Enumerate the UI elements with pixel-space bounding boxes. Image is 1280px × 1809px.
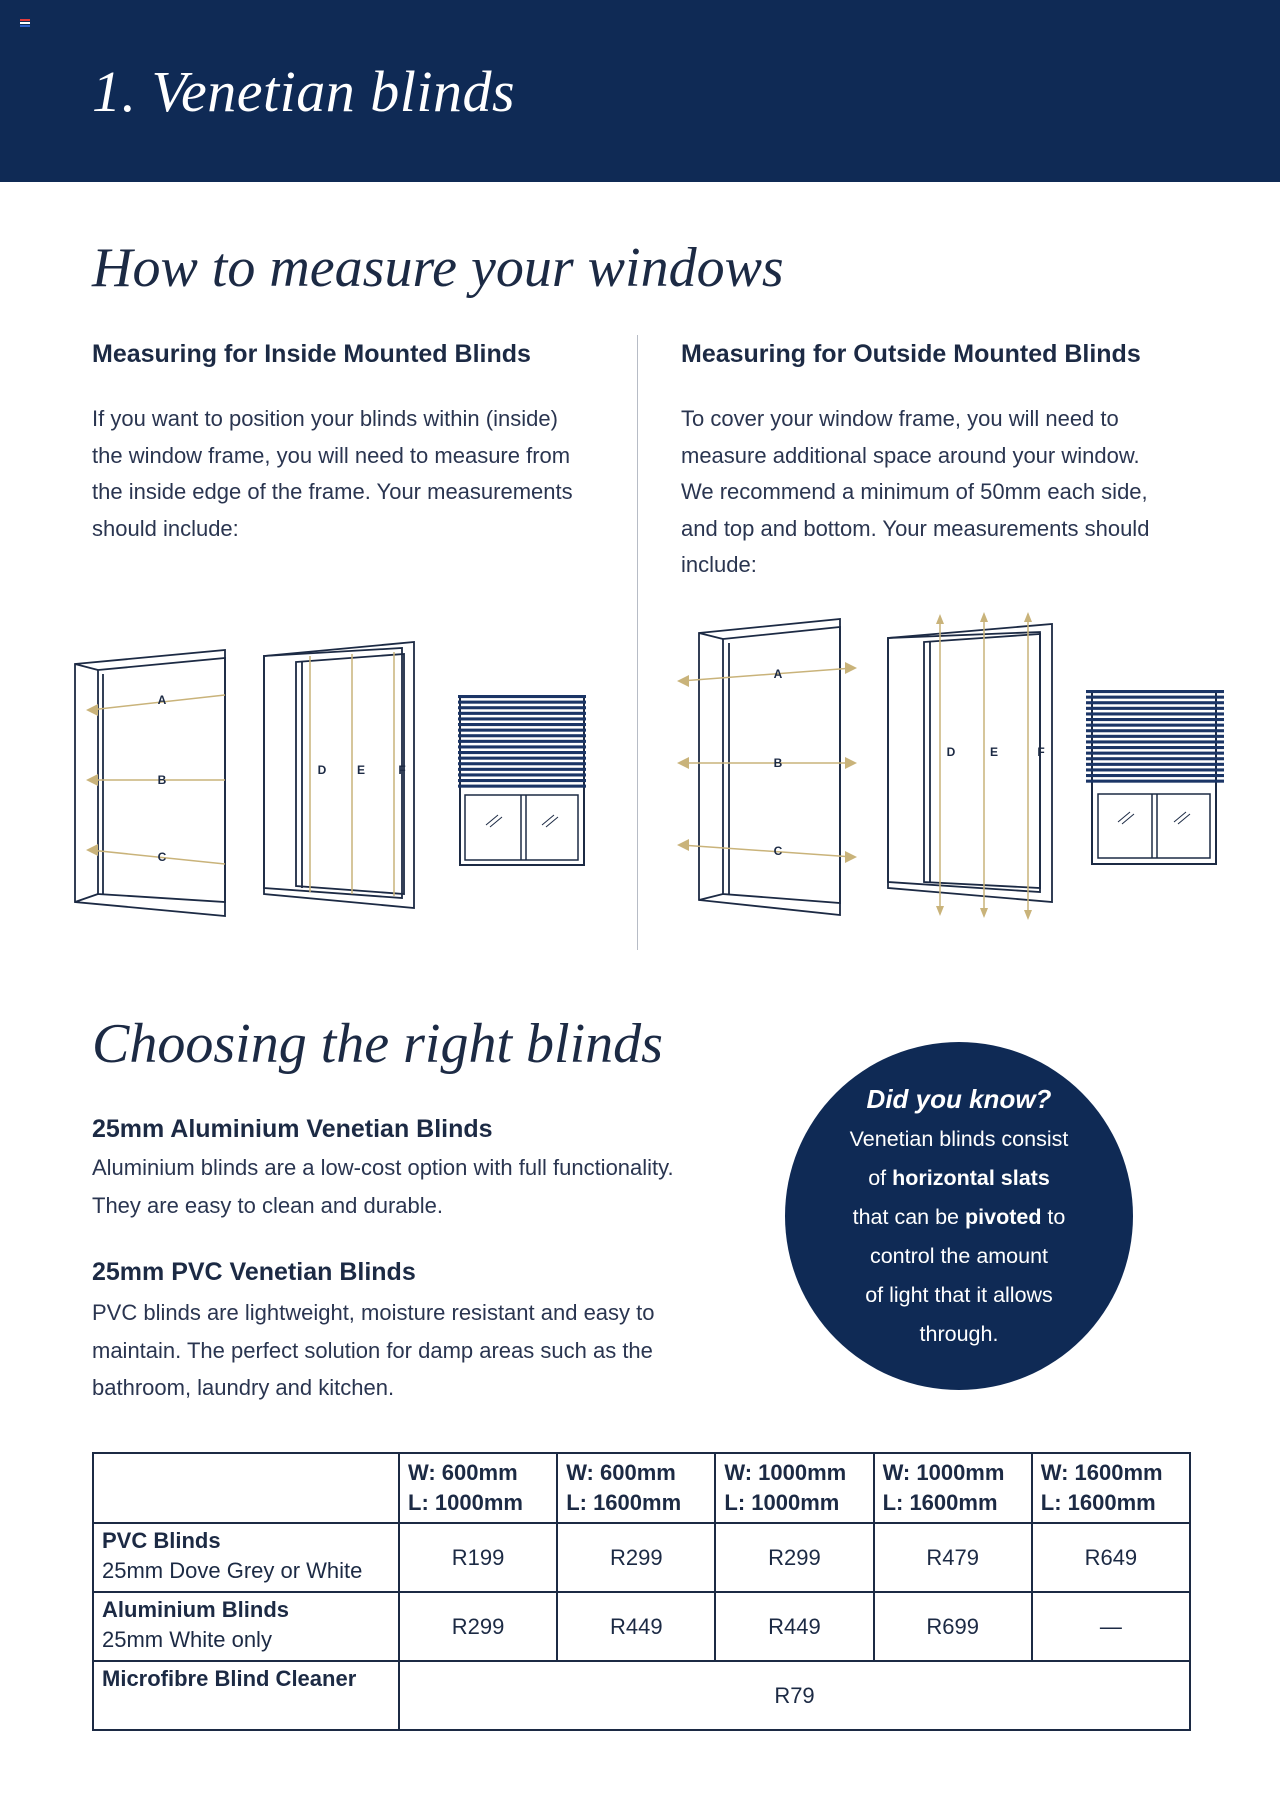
blind-slat (1086, 752, 1224, 755)
label-d: D (317, 763, 327, 777)
column-header (1032, 1453, 1190, 1523)
blind-slat (458, 768, 586, 771)
page-header (0, 0, 1280, 182)
text-line: They are easy to clean and durable. (92, 1192, 444, 1218)
callout-text: to (1041, 1205, 1066, 1229)
text-line: Aluminium blinds are a low-cost option with full functionality. (92, 1155, 674, 1180)
blind-slat (458, 701, 586, 704)
blind-slat (1086, 780, 1224, 783)
outside-height-diagram (884, 612, 1054, 922)
outside-mount-title: Measuring for Outside Mounted Blinds (681, 340, 1141, 368)
price-cell: R479 (874, 1523, 1032, 1592)
price-cell: R449 (557, 1592, 715, 1661)
blind-slat (458, 757, 586, 760)
row-label (93, 1661, 399, 1730)
product-name: Microfibre Blind Cleaner (102, 1666, 357, 1691)
column-header (874, 1453, 1032, 1523)
table-row (93, 1661, 1190, 1730)
label-f: F (1037, 745, 1045, 759)
callout-line: Venetian blinds consist (849, 1127, 1069, 1151)
blind-slat (458, 695, 586, 698)
price-cell: R299 (557, 1523, 715, 1592)
width-label: W: 1000mm (882, 1460, 1005, 1485)
label-c: C (773, 844, 783, 858)
blind-slat (458, 745, 586, 748)
text-line: bathroom, laundry and kitchen. (92, 1375, 395, 1400)
blind-slat (1086, 701, 1224, 704)
text-line: maintain. The perfect solution for damp areas such as the (92, 1337, 653, 1363)
length-label: L: 1000mm (724, 1490, 840, 1515)
callout-bold-text: pivoted (965, 1205, 1042, 1229)
pvc-title: 25mm PVC Venetian Blinds (92, 1258, 416, 1286)
outside-blind-diagram (1084, 690, 1226, 866)
text-line: should include: (92, 515, 239, 541)
blind-slat (458, 785, 586, 788)
table-row (93, 1592, 1190, 1661)
blind-slat (1086, 690, 1224, 693)
label-e: E (356, 763, 366, 777)
inside-height-diagram (262, 640, 422, 920)
blind-slat (1086, 696, 1224, 699)
callout-line: through. (919, 1322, 999, 1346)
callout-text: of (868, 1166, 893, 1190)
label-a: A (773, 667, 783, 681)
price-cell: R299 (399, 1592, 557, 1661)
blind-slat (458, 729, 586, 732)
price-cell: R79 (399, 1661, 1190, 1730)
did-you-know-title: Did you know? (866, 1084, 1052, 1114)
row-label (93, 1523, 399, 1592)
blind-slat (1086, 729, 1224, 732)
blind-slat (458, 712, 586, 715)
callout-text: that can be (852, 1205, 965, 1229)
label-d: D (946, 745, 956, 759)
callout-line (785, 1205, 1133, 1230)
inside-mount-text (92, 401, 573, 547)
aluminium-text (92, 1149, 674, 1224)
product-name: PVC Blinds (102, 1528, 221, 1553)
blind-slat (1086, 746, 1224, 749)
product-variant: 25mm Dove Grey or White (102, 1558, 363, 1583)
price-cell: R649 (1032, 1523, 1190, 1592)
product-variant: 25mm White only (102, 1627, 272, 1652)
outside-width-diagram (675, 615, 860, 920)
label-a: A (157, 693, 167, 707)
length-label: L: 1600mm (882, 1490, 998, 1515)
callout-bold-text: horizontal slats (892, 1166, 1050, 1190)
blind-slat (458, 779, 586, 782)
inside-width-diagram (70, 640, 230, 920)
blind-slat (1086, 718, 1224, 721)
column-header (715, 1453, 873, 1523)
callout-line: of light that it allows (865, 1283, 1053, 1307)
table-row (93, 1523, 1190, 1592)
blind-slat (1086, 757, 1224, 760)
text-line: and top and bottom. Your measurements should (681, 515, 1150, 541)
blind-slat (1086, 774, 1224, 777)
label-c: C (157, 850, 167, 864)
table-corner-cell (93, 1453, 399, 1523)
length-label: L: 1600mm (1040, 1490, 1156, 1515)
blind-slat (1086, 724, 1224, 727)
flag-icon (20, 19, 30, 26)
outside-mount-text (681, 401, 1149, 584)
blind-slat (458, 740, 586, 743)
blind-slat (1086, 707, 1224, 710)
price-cell: R699 (874, 1592, 1032, 1661)
blind-slat (458, 734, 586, 737)
blind-slat (458, 773, 586, 776)
price-table (92, 1452, 1191, 1731)
text-line: the window frame, you will need to measure from (92, 442, 571, 468)
table-header-row (93, 1453, 1190, 1523)
length-label: L: 1000mm (408, 1490, 523, 1515)
column-header (399, 1453, 557, 1523)
price-cell: R199 (399, 1523, 557, 1592)
text-line: To cover your window frame, you will need to (681, 406, 1119, 431)
pvc-text (92, 1294, 655, 1407)
price-cell: — (1032, 1592, 1190, 1661)
did-you-know-callout (785, 1042, 1133, 1390)
text-line: include: (681, 552, 757, 577)
blind-slat (1086, 763, 1224, 766)
width-label: W: 600mm (566, 1460, 676, 1485)
callout-line: control the amount (869, 1244, 1049, 1268)
blind-slat (458, 762, 586, 765)
price-cell: R449 (715, 1592, 873, 1661)
choosing-section-title: Choosing the right blinds (92, 1013, 663, 1075)
length-label: L: 1600mm (566, 1490, 682, 1515)
blind-slat (458, 751, 586, 754)
product-name: Aluminium Blinds (102, 1597, 289, 1622)
measure-section-title: How to measure your windows (92, 237, 784, 299)
column-header (557, 1453, 715, 1523)
blind-slat (458, 706, 586, 709)
inside-blind-diagram (458, 695, 586, 867)
label-b: B (773, 756, 783, 770)
blind-slat (1086, 740, 1224, 743)
aluminium-title: 25mm Aluminium Venetian Blinds (92, 1115, 493, 1143)
text-line: measure additional space around your window. (681, 442, 1140, 468)
text-line: We recommend a minimum of 50mm each side, (681, 479, 1148, 504)
column-divider (637, 335, 638, 950)
page-title: 1. Venetian blinds (92, 59, 516, 124)
blind-slat (458, 723, 586, 726)
text-line: the inside edge of the frame. Your measurements (92, 479, 573, 504)
blind-slat (1086, 712, 1224, 715)
text-line: PVC blinds are lightweight, moisture resistant and easy to (92, 1300, 655, 1325)
label-f: F (398, 763, 406, 777)
label-e: E (989, 745, 999, 759)
width-label: W: 1000mm (724, 1460, 847, 1485)
blind-slat (1086, 735, 1224, 738)
label-b: B (157, 773, 167, 787)
text-line: If you want to position your blinds within (inside) (92, 406, 558, 431)
width-label: W: 600mm (408, 1460, 518, 1485)
row-label (93, 1592, 399, 1661)
blind-slat (1086, 768, 1224, 771)
blind-slat (458, 717, 586, 720)
price-cell: R299 (715, 1523, 873, 1592)
width-label: W: 1600mm (1040, 1460, 1163, 1485)
callout-line (785, 1166, 1133, 1191)
inside-mount-title: Measuring for Inside Mounted Blinds (92, 340, 531, 368)
